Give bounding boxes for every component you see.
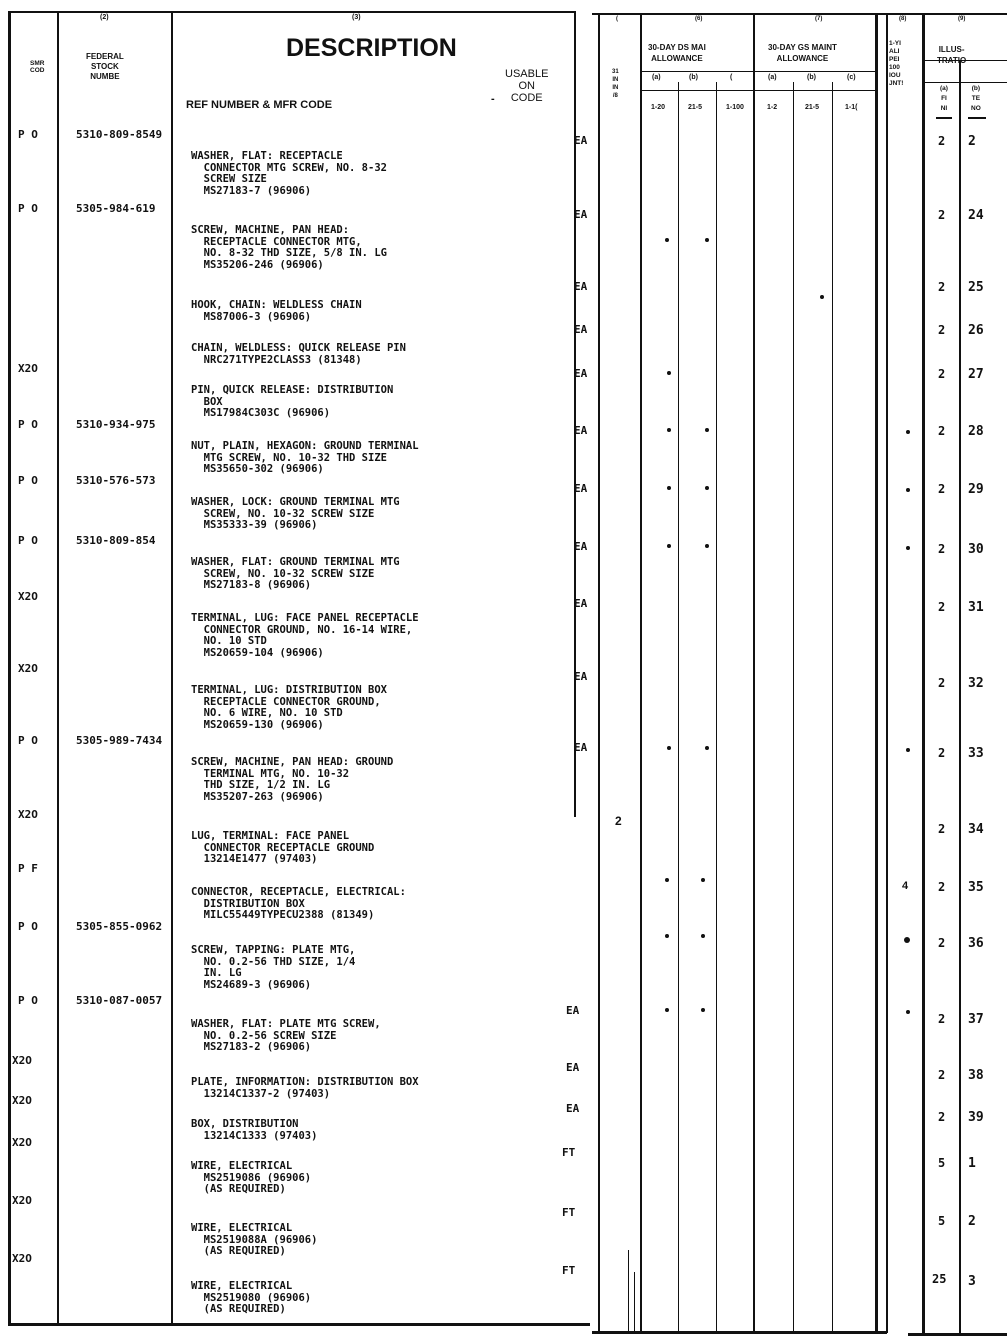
fig-underline [936, 117, 952, 119]
smr-code: P F [18, 862, 38, 875]
gs-subrule [755, 71, 875, 72]
figure-number: 25 [932, 1272, 947, 1286]
unit-of-issue: EA [566, 1004, 580, 1017]
ds-maint-header: 30-DAY DS MAI ALLOWANCE [648, 43, 706, 63]
col8-number: (8) [899, 16, 907, 22]
top-rule-left [8, 11, 576, 13]
col2-number: (2) [100, 14, 109, 21]
figure-number: 2 [938, 1068, 946, 1082]
figure-number: 2 [938, 134, 946, 148]
item-number: 31 [968, 600, 984, 615]
col-line-7b [793, 82, 794, 1332]
col7-number: (7) [815, 16, 823, 22]
gs-b: (b) [807, 74, 816, 81]
figure-number: 2 [938, 367, 946, 381]
smr-code: P O [18, 474, 38, 487]
item-number: 1 [968, 1156, 976, 1171]
figure-number: 5 [938, 1156, 946, 1170]
qty-inc-header: 31 IN IN /8 [612, 69, 619, 99]
unit-of-issue: EA [574, 208, 588, 221]
description: WIRE, ELECTRICAL MS2519088A (96906) (AS REQUIRED) [191, 1222, 318, 1257]
unit-of-issue: EA [574, 597, 588, 610]
gs-range-3: 1-1( [845, 104, 858, 111]
qty-value: 4 [902, 880, 909, 892]
item-number: 25 [968, 280, 984, 295]
smr-code: P O [18, 202, 38, 215]
smr-code: X2O [12, 1252, 32, 1265]
gs-rule-b [755, 90, 875, 91]
fsn-header: FEDERAL STOCK NUMBE [86, 52, 124, 81]
allowance-dot [665, 878, 669, 882]
stock-number: 5310-809-8549 [76, 128, 163, 141]
stock-number: 5305-989-7434 [76, 734, 163, 747]
unit-of-issue: EA [574, 741, 588, 754]
ds-b: (b) [689, 74, 698, 81]
description: CONNECTOR, RECEPTACLE, ELECTRICAL: DISTRIBUTION BOX MILC55449TYPECU2388 (81349) [191, 886, 406, 921]
figure-number: 2 [938, 822, 946, 836]
item-sub-header: (b) TE NO [971, 85, 981, 112]
allowance-dot [820, 295, 824, 299]
allowance-dot [705, 746, 709, 750]
smr-code: X2O [18, 808, 38, 821]
description: PIN, QUICK RELEASE: DISTRIBUTION BOX MS17984C303C (96906) [191, 384, 394, 419]
description: SCREW, MACHINE, PAN HEAD: RECEPTACLE CONNECTOR MTG, NO. 8-32 THD SIZE, 5/8 IN. LG MS35206-246 (96906) [191, 224, 387, 271]
allowance-dot [667, 371, 671, 375]
item-number: 33 [968, 746, 984, 761]
unit-of-issue: FT [562, 1146, 576, 1159]
smr-code: X2O [18, 362, 38, 375]
item-number: 27 [968, 367, 984, 382]
figure-number: 2 [938, 208, 946, 222]
unit-of-issue: EA [574, 424, 588, 437]
unit-of-issue: FT [562, 1264, 576, 1277]
ref-number-header: REF NUMBER & MFR CODE [186, 99, 333, 111]
ds-range-2: 21-5 [688, 104, 703, 111]
stock-number: 5310-809-854 [76, 534, 156, 547]
one-year-header: 1-YI ALI PEI 100 IOU JNT! [889, 40, 904, 87]
allowance-dot [667, 544, 671, 548]
col5-number: ( [616, 16, 618, 22]
smr-code: X2O [18, 662, 38, 675]
description: WASHER, FLAT: RECEPTACLE CONNECTOR MTG SCREW, NO. 8-32 SCREW SIZE MS27183-7 (96906) [191, 150, 387, 197]
description: NUT, PLAIN, HEXAGON: GROUND TERMINAL MTG SCREW, NO. 10-32 THD SIZE MS35650-302 (96906) [191, 440, 419, 475]
figure-number: 2 [938, 323, 946, 337]
item-number: 32 [968, 676, 984, 691]
allowance-dot [906, 488, 910, 492]
allowance-dot [906, 546, 910, 550]
figure-number: 2 [938, 1110, 946, 1124]
figure-number: 2 [938, 280, 946, 294]
col-line-8b [886, 13, 888, 1333]
col6-number: (6) [695, 16, 703, 22]
item-number: 37 [968, 1012, 984, 1027]
item-number: 34 [968, 822, 984, 837]
gs-c: (c) [847, 74, 856, 81]
unit-of-issue: EA [566, 1061, 580, 1074]
stock-number: 5305-855-0962 [76, 920, 163, 933]
figure-number: 5 [938, 1214, 946, 1228]
col-line-9b [959, 60, 961, 1336]
ds-range-3: 1-100 [726, 104, 744, 111]
top-rule-right [592, 13, 1007, 15]
ds-c: ( [730, 74, 733, 81]
unit-of-issue: EA [574, 367, 588, 380]
allowance-dot [665, 1008, 669, 1012]
description: TERMINAL, LUG: FACE PANEL RECEPTACLE CONNECTOR GROUND, NO. 16-14 WIRE, NO. 10 STD MS20659-104 (96906) [191, 612, 419, 659]
smr-code: P O [18, 418, 38, 431]
description: SCREW, MACHINE, PAN HEAD: GROUND TERMINAL MTG, NO. 10-32 THD SIZE, 1/2 IN. LG MS35207-263 (96906) [191, 756, 394, 803]
smr-code: X2O [18, 590, 38, 603]
ds-a: (a) [652, 74, 661, 81]
col-line-6a [640, 13, 642, 1333]
allowance-dot [665, 934, 669, 938]
unit-of-issue: EA [574, 134, 588, 147]
bottom-rule-right [592, 1331, 887, 1334]
description: SCREW, TAPPING: PLATE MTG, NO. 0.2-56 THD SIZE, 1/4 IN. LG MS24689-3 (96906) [191, 944, 356, 991]
item-number: 35 [968, 880, 984, 895]
figure-number: 2 [938, 600, 946, 614]
ds-subrule [642, 71, 753, 72]
stock-number: 5310-576-573 [76, 474, 156, 487]
fig-sub-header: (a) FI NI [940, 85, 948, 112]
col-line-3 [171, 11, 173, 1325]
smr-code: P O [18, 534, 38, 547]
col-line-9 [922, 13, 925, 1335]
col-line-7a [753, 13, 755, 1333]
col3-number: (3) [352, 14, 361, 21]
ds-rule-b [642, 90, 753, 91]
allowance-dot [904, 937, 910, 943]
description: CHAIN, WELDLESS: QUICK RELEASE PIN NRC271TYPE2CLASS3 (81348) [191, 342, 406, 366]
allowance-dot [906, 1010, 910, 1014]
smr-code: P O [18, 920, 38, 933]
allowance-dot [667, 486, 671, 490]
col-line-5a [598, 13, 600, 1333]
allowance-dot [906, 430, 910, 434]
figure-number: 2 [938, 482, 946, 496]
allowance-dot [906, 748, 910, 752]
col-line-2 [57, 11, 59, 1325]
allowance-dot [701, 1008, 705, 1012]
usable-dash: - [491, 93, 495, 105]
usable-on-code-header: USABLE ON CODE [505, 68, 549, 104]
figure-number: 2 [938, 542, 946, 556]
description: WASHER, FLAT: PLATE MTG SCREW, NO. 0.2-56 SCREW SIZE MS27183-2 (96906) [191, 1018, 381, 1053]
figure-number: 2 [938, 1012, 946, 1026]
description: WIRE, ELECTRICAL MS2519086 (96906) (AS REQUIRED) [191, 1160, 312, 1195]
bottom-tick [634, 1272, 635, 1332]
item-number: 30 [968, 542, 984, 557]
item-number: 38 [968, 1068, 984, 1083]
description: WASHER, LOCK: GROUND TERMINAL MTG SCREW, NO. 10-32 SCREW SIZE MS35333-39 (96906) [191, 496, 400, 531]
item-number: 29 [968, 482, 984, 497]
unit-of-issue: EA [574, 280, 588, 293]
smr-code: X2O [12, 1136, 32, 1149]
frame-left [8, 11, 11, 1325]
item-number: 39 [968, 1110, 984, 1125]
stock-number: 5310-087-0057 [76, 994, 163, 1007]
allowance-dot [701, 878, 705, 882]
gs-range-2: 21-5 [805, 104, 820, 111]
allowance-dot [701, 934, 705, 938]
figure-number: 2 [938, 424, 946, 438]
gs-a: (a) [768, 74, 777, 81]
item-number: 24 [968, 208, 984, 223]
figure-number: 2 [938, 746, 946, 760]
figure-number: 2 [938, 880, 946, 894]
item-number: 2 [968, 1214, 976, 1229]
description: LUG, TERMINAL: FACE PANEL CONNECTOR RECEPTACLE GROUND 13214E1477 (97403) [191, 830, 375, 865]
item-number: 28 [968, 424, 984, 439]
description: HOOK, CHAIN: WELDLESS CHAIN MS87006-3 (96906) [191, 299, 362, 323]
unit-of-issue: EA [574, 540, 588, 553]
smr-code: X2O [12, 1054, 32, 1067]
allowance-dot [705, 428, 709, 432]
allowance-dot [665, 238, 669, 242]
unit-of-issue: EA [574, 670, 588, 683]
col9-number: (9) [958, 16, 966, 22]
smr-code: P O [18, 128, 38, 141]
gs-maint-header: 30-DAY GS MAINT ALLOWANCE [768, 43, 837, 63]
stock-number: 5310-934-975 [76, 418, 156, 431]
col-line-7c [832, 82, 833, 1332]
gs-range-1: 1-2 [767, 104, 778, 111]
allowance-dot [705, 544, 709, 548]
allowance-dot [667, 428, 671, 432]
col-line-6b [678, 82, 679, 1332]
unit-of-issue: EA [574, 323, 588, 336]
figure-number: 2 [938, 936, 946, 950]
item-number: 2 [968, 134, 976, 149]
smr-code: X2O [12, 1094, 32, 1107]
illustration-header: ILLUS- TRATIO [937, 45, 967, 65]
allowance-dot [705, 238, 709, 242]
description: TERMINAL, LUG: DISTRIBUTION BOX RECEPTACLE CONNECTOR GROUND, NO. 6 WIRE, NO. 10 STD MS20659-130 (96906) [191, 684, 387, 731]
item-number: 3 [968, 1274, 976, 1289]
item-number: 36 [968, 936, 984, 951]
allowance-dot [667, 746, 671, 750]
smr-code: P O [18, 734, 38, 747]
item-underline [968, 117, 986, 119]
col-line-4 [574, 11, 576, 817]
allowance-dot [705, 486, 709, 490]
col-line-8 [875, 13, 878, 1333]
bottom-tick [628, 1250, 629, 1332]
description: PLATE, INFORMATION: DISTRIBUTION BOX 13214C1337-2 (97403) [191, 1076, 419, 1100]
description-title: DESCRIPTION [286, 34, 457, 62]
unit-of-issue: EA [566, 1102, 580, 1115]
smr-code: P O [18, 994, 38, 1007]
item-number: 26 [968, 323, 984, 338]
illus-rule-b [925, 82, 1007, 83]
unit-of-issue: EA [574, 482, 588, 495]
smr-code-header: SMR COD [30, 60, 45, 74]
qty-value: 2 [615, 814, 622, 828]
description: BOX, DISTRIBUTION 13214C1333 (97403) [191, 1118, 318, 1142]
smr-code: X2O [12, 1194, 32, 1207]
stock-number: 5305-984-619 [76, 202, 156, 215]
figure-number: 2 [938, 676, 946, 690]
ds-range-1: 1-20 [651, 104, 666, 111]
description: WASHER, FLAT: GROUND TERMINAL MTG SCREW, NO. 10-32 SCREW SIZE MS27183-8 (96906) [191, 556, 400, 591]
unit-of-issue: FT [562, 1206, 576, 1219]
description: WIRE, ELECTRICAL MS2519080 (96906) (AS REQUIRED) [191, 1280, 312, 1315]
col-line-6c [716, 82, 717, 1332]
